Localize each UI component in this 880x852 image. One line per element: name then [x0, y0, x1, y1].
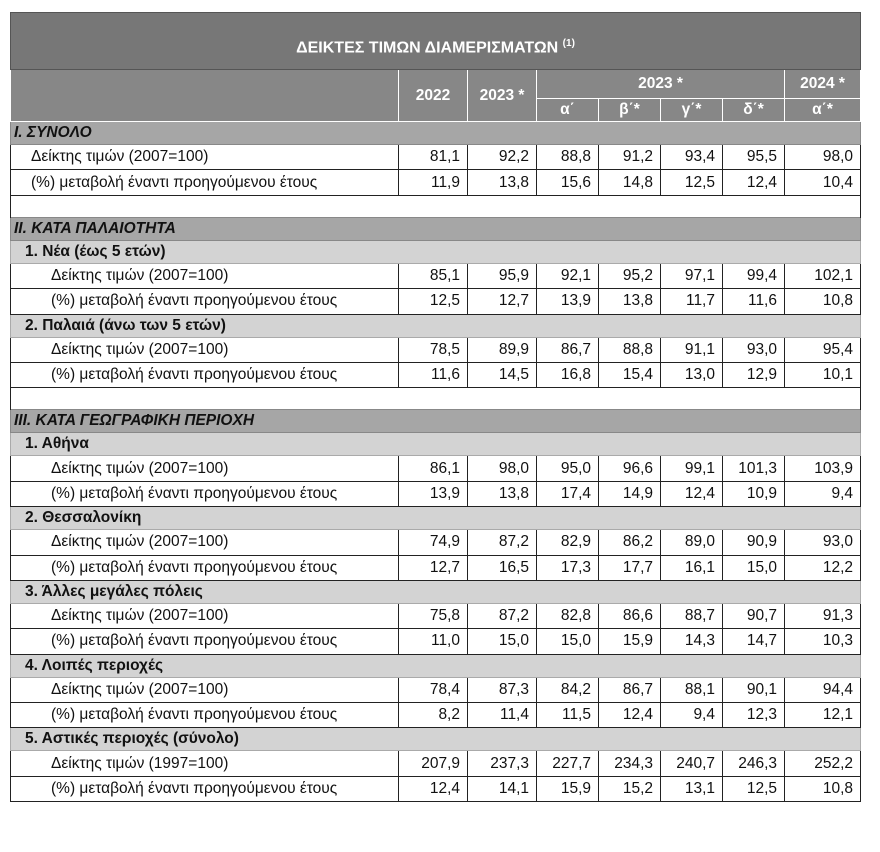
section-by-region-title: III. ΚΑΤΑ ΓΕΩΓΡΑΦΙΚΗ ΠΕΡΙΟΧΗ [11, 410, 861, 433]
value-cell: 86,6 [599, 603, 661, 628]
value-cell: 11,0 [399, 629, 468, 654]
value-cell: 88,7 [661, 603, 723, 628]
value-cell: 15,0 [723, 555, 785, 580]
value-cell: 85,1 [399, 263, 468, 288]
value-cell: 13,9 [399, 481, 468, 506]
value-cell: 95,0 [537, 456, 599, 481]
table-row [11, 337, 861, 362]
value-cell: 98,0 [785, 145, 861, 170]
value-cell: 91,1 [661, 337, 723, 362]
value-cell: 90,1 [723, 677, 785, 702]
value-cell: 17,4 [537, 481, 599, 506]
table-row [11, 170, 861, 195]
value-cell: 12,4 [599, 703, 661, 728]
value-cell: 16,8 [537, 362, 599, 387]
value-cell: 91,3 [785, 603, 861, 628]
section-by-age-title: II. ΚΑΤΑ ΠΑΛΑΙΟΤΗΤΑ [11, 217, 861, 240]
row-label: Δείκτης τιμών (2007=100) [11, 145, 399, 170]
value-cell: 103,9 [785, 456, 861, 481]
row-label: Δείκτης τιμών (2007=100) [11, 603, 399, 628]
value-cell: 86,2 [599, 530, 661, 555]
value-cell: 99,4 [723, 263, 785, 288]
table-row [11, 530, 861, 555]
table-row [11, 263, 861, 288]
value-cell: 15,9 [537, 776, 599, 801]
value-cell: 88,1 [661, 677, 723, 702]
table-row [11, 603, 861, 628]
value-cell: 12,5 [399, 289, 468, 314]
value-cell: 75,8 [399, 603, 468, 628]
subsection-age-1 [11, 240, 861, 263]
header-quarter-q1-2024: α΄* [785, 99, 861, 122]
row-label: (%) μεταβολή έναντι προηγούμενου έτους [11, 703, 399, 728]
value-cell: 12,1 [785, 703, 861, 728]
spacer-cell [11, 195, 861, 217]
value-cell: 14,3 [661, 629, 723, 654]
row-label: Δείκτης τιμών (2007=100) [11, 263, 399, 288]
value-cell: 13,1 [661, 776, 723, 801]
table-row [11, 677, 861, 702]
value-cell: 78,4 [399, 677, 468, 702]
value-cell: 89,0 [661, 530, 723, 555]
value-cell: 81,1 [399, 145, 468, 170]
value-cell: 234,3 [599, 751, 661, 776]
value-cell: 12,3 [723, 703, 785, 728]
subsection-region-4-title: 4. Λοιπές περιοχές [11, 654, 861, 677]
value-cell: 12,7 [468, 289, 537, 314]
header-2022: 2022 [399, 70, 468, 122]
value-cell: 88,8 [537, 145, 599, 170]
value-cell: 17,3 [537, 555, 599, 580]
value-cell: 87,3 [468, 677, 537, 702]
table-row [11, 362, 861, 387]
header-2023-annual: 2023 * [468, 70, 537, 122]
value-cell: 91,2 [599, 145, 661, 170]
value-cell: 207,9 [399, 751, 468, 776]
row-label: Δείκτης τιμών (1997=100) [11, 751, 399, 776]
row-label: (%) μεταβολή έναντι προηγούμενου έτους [11, 776, 399, 801]
value-cell: 95,2 [599, 263, 661, 288]
header-blank-cell [11, 70, 399, 122]
row-label: Δείκτης τιμών (2007=100) [11, 456, 399, 481]
value-cell: 13,8 [468, 170, 537, 195]
subsection-region-2 [11, 507, 861, 530]
header-quarter-q4-2023: δ΄* [723, 99, 785, 122]
table-row [11, 751, 861, 776]
value-cell: 14,8 [599, 170, 661, 195]
row-label: (%) μεταβολή έναντι προηγούμενου έτους [11, 555, 399, 580]
value-cell: 11,9 [399, 170, 468, 195]
header-2024-group: 2024 * [785, 70, 861, 99]
value-cell: 14,5 [468, 362, 537, 387]
section-total-title: I. ΣΥΝΟΛΟ [11, 122, 861, 145]
section-total [11, 122, 861, 145]
table-row [11, 703, 861, 728]
value-cell: 11,6 [399, 362, 468, 387]
table-title-row [11, 13, 861, 70]
header-quarter-q3-2023: γ΄* [661, 99, 723, 122]
value-cell: 94,4 [785, 677, 861, 702]
value-cell: 93,0 [723, 337, 785, 362]
section-by-region [11, 410, 861, 433]
value-cell: 10,1 [785, 362, 861, 387]
value-cell: 96,6 [599, 456, 661, 481]
table-row [11, 776, 861, 801]
value-cell: 74,9 [399, 530, 468, 555]
header-quarter-q2-2023: β΄* [599, 99, 661, 122]
value-cell: 252,2 [785, 751, 861, 776]
table-row [11, 456, 861, 481]
value-cell: 93,4 [661, 145, 723, 170]
subsection-region-5-title: 5. Αστικές περιοχές (σύνολο) [11, 728, 861, 751]
subsection-age-2 [11, 314, 861, 337]
value-cell: 86,7 [537, 337, 599, 362]
value-cell: 17,7 [599, 555, 661, 580]
value-cell: 14,7 [723, 629, 785, 654]
row-label: (%) μεταβολή έναντι προηγούμενου έτους [11, 629, 399, 654]
value-cell: 9,4 [785, 481, 861, 506]
value-cell: 13,9 [537, 289, 599, 314]
value-cell: 11,6 [723, 289, 785, 314]
value-cell: 12,9 [723, 362, 785, 387]
value-cell: 87,2 [468, 603, 537, 628]
value-cell: 78,5 [399, 337, 468, 362]
value-cell: 99,1 [661, 456, 723, 481]
row-label: (%) μεταβολή έναντι προηγούμενου έτους [11, 289, 399, 314]
spacer-row [11, 388, 861, 410]
value-cell: 15,0 [468, 629, 537, 654]
subsection-region-4 [11, 654, 861, 677]
value-cell: 93,0 [785, 530, 861, 555]
value-cell: 90,7 [723, 603, 785, 628]
spacer-row [11, 195, 861, 217]
value-cell: 86,7 [599, 677, 661, 702]
spacer-cell [11, 388, 861, 410]
table-row [11, 555, 861, 580]
row-label: Δείκτης τιμών (2007=100) [11, 530, 399, 555]
price-index-table-container [10, 12, 860, 802]
value-cell: 98,0 [468, 456, 537, 481]
value-cell: 89,9 [468, 337, 537, 362]
table-row [11, 145, 861, 170]
value-cell: 95,5 [723, 145, 785, 170]
value-cell: 101,3 [723, 456, 785, 481]
value-cell: 102,1 [785, 263, 861, 288]
table-title [11, 13, 861, 70]
subsection-region-1-title: 1. Αθήνα [11, 433, 861, 456]
value-cell: 82,9 [537, 530, 599, 555]
value-cell: 15,9 [599, 629, 661, 654]
value-cell: 11,7 [661, 289, 723, 314]
table-title-text: ΔΕΙΚΤΕΣ ΤΙΜΩΝ ΔΙΑΜΕΡΙΣΜΑΤΩΝ [296, 39, 559, 57]
value-cell: 82,8 [537, 603, 599, 628]
subsection-age-1-title: 1. Νέα (έως 5 ετών) [11, 240, 861, 263]
value-cell: 11,4 [468, 703, 537, 728]
subsection-region-3 [11, 580, 861, 603]
value-cell: 15,2 [599, 776, 661, 801]
value-cell: 10,9 [723, 481, 785, 506]
value-cell: 12,2 [785, 555, 861, 580]
title-footnote: (1) [562, 37, 575, 49]
value-cell: 97,1 [661, 263, 723, 288]
value-cell: 12,5 [723, 776, 785, 801]
subsection-region-3-title: 3. Άλλες μεγάλες πόλεις [11, 580, 861, 603]
table-row [11, 629, 861, 654]
value-cell: 10,8 [785, 289, 861, 314]
value-cell: 92,1 [537, 263, 599, 288]
value-cell: 12,5 [661, 170, 723, 195]
value-cell: 227,7 [537, 751, 599, 776]
header-quarter-q1-2023: α΄ [537, 99, 599, 122]
value-cell: 9,4 [661, 703, 723, 728]
value-cell: 86,1 [399, 456, 468, 481]
row-label: (%) μεταβολή έναντι προηγούμενου έτους [11, 170, 399, 195]
value-cell: 12,4 [723, 170, 785, 195]
table-row [11, 481, 861, 506]
row-label: Δείκτης τιμών (2007=100) [11, 337, 399, 362]
value-cell: 10,8 [785, 776, 861, 801]
row-label: (%) μεταβολή έναντι προηγούμενου έτους [11, 362, 399, 387]
row-label: (%) μεταβολή έναντι προηγούμενου έτους [11, 481, 399, 506]
value-cell: 240,7 [661, 751, 723, 776]
value-cell: 10,3 [785, 629, 861, 654]
value-cell: 11,5 [537, 703, 599, 728]
subsection-region-1 [11, 433, 861, 456]
header-row-years [11, 70, 861, 99]
price-index-table [10, 12, 861, 802]
value-cell: 15,0 [537, 629, 599, 654]
value-cell: 12,4 [399, 776, 468, 801]
value-cell: 14,1 [468, 776, 537, 801]
header-2023-quarters-group: 2023 * [537, 70, 785, 99]
value-cell: 12,4 [661, 481, 723, 506]
value-cell: 87,2 [468, 530, 537, 555]
value-cell: 95,9 [468, 263, 537, 288]
value-cell: 92,2 [468, 145, 537, 170]
value-cell: 12,7 [399, 555, 468, 580]
value-cell: 246,3 [723, 751, 785, 776]
value-cell: 8,2 [399, 703, 468, 728]
value-cell: 14,9 [599, 481, 661, 506]
value-cell: 15,4 [599, 362, 661, 387]
value-cell: 15,6 [537, 170, 599, 195]
value-cell: 16,5 [468, 555, 537, 580]
value-cell: 88,8 [599, 337, 661, 362]
subsection-age-2-title: 2. Παλαιά (άνω των 5 ετών) [11, 314, 861, 337]
value-cell: 90,9 [723, 530, 785, 555]
value-cell: 237,3 [468, 751, 537, 776]
value-cell: 95,4 [785, 337, 861, 362]
subsection-region-2-title: 2. Θεσσαλονίκη [11, 507, 861, 530]
value-cell: 16,1 [661, 555, 723, 580]
table-row [11, 289, 861, 314]
value-cell: 13,0 [661, 362, 723, 387]
value-cell: 84,2 [537, 677, 599, 702]
section-by-age [11, 217, 861, 240]
value-cell: 13,8 [468, 481, 537, 506]
value-cell: 10,4 [785, 170, 861, 195]
row-label: Δείκτης τιμών (2007=100) [11, 677, 399, 702]
value-cell: 13,8 [599, 289, 661, 314]
subsection-region-5 [11, 728, 861, 751]
